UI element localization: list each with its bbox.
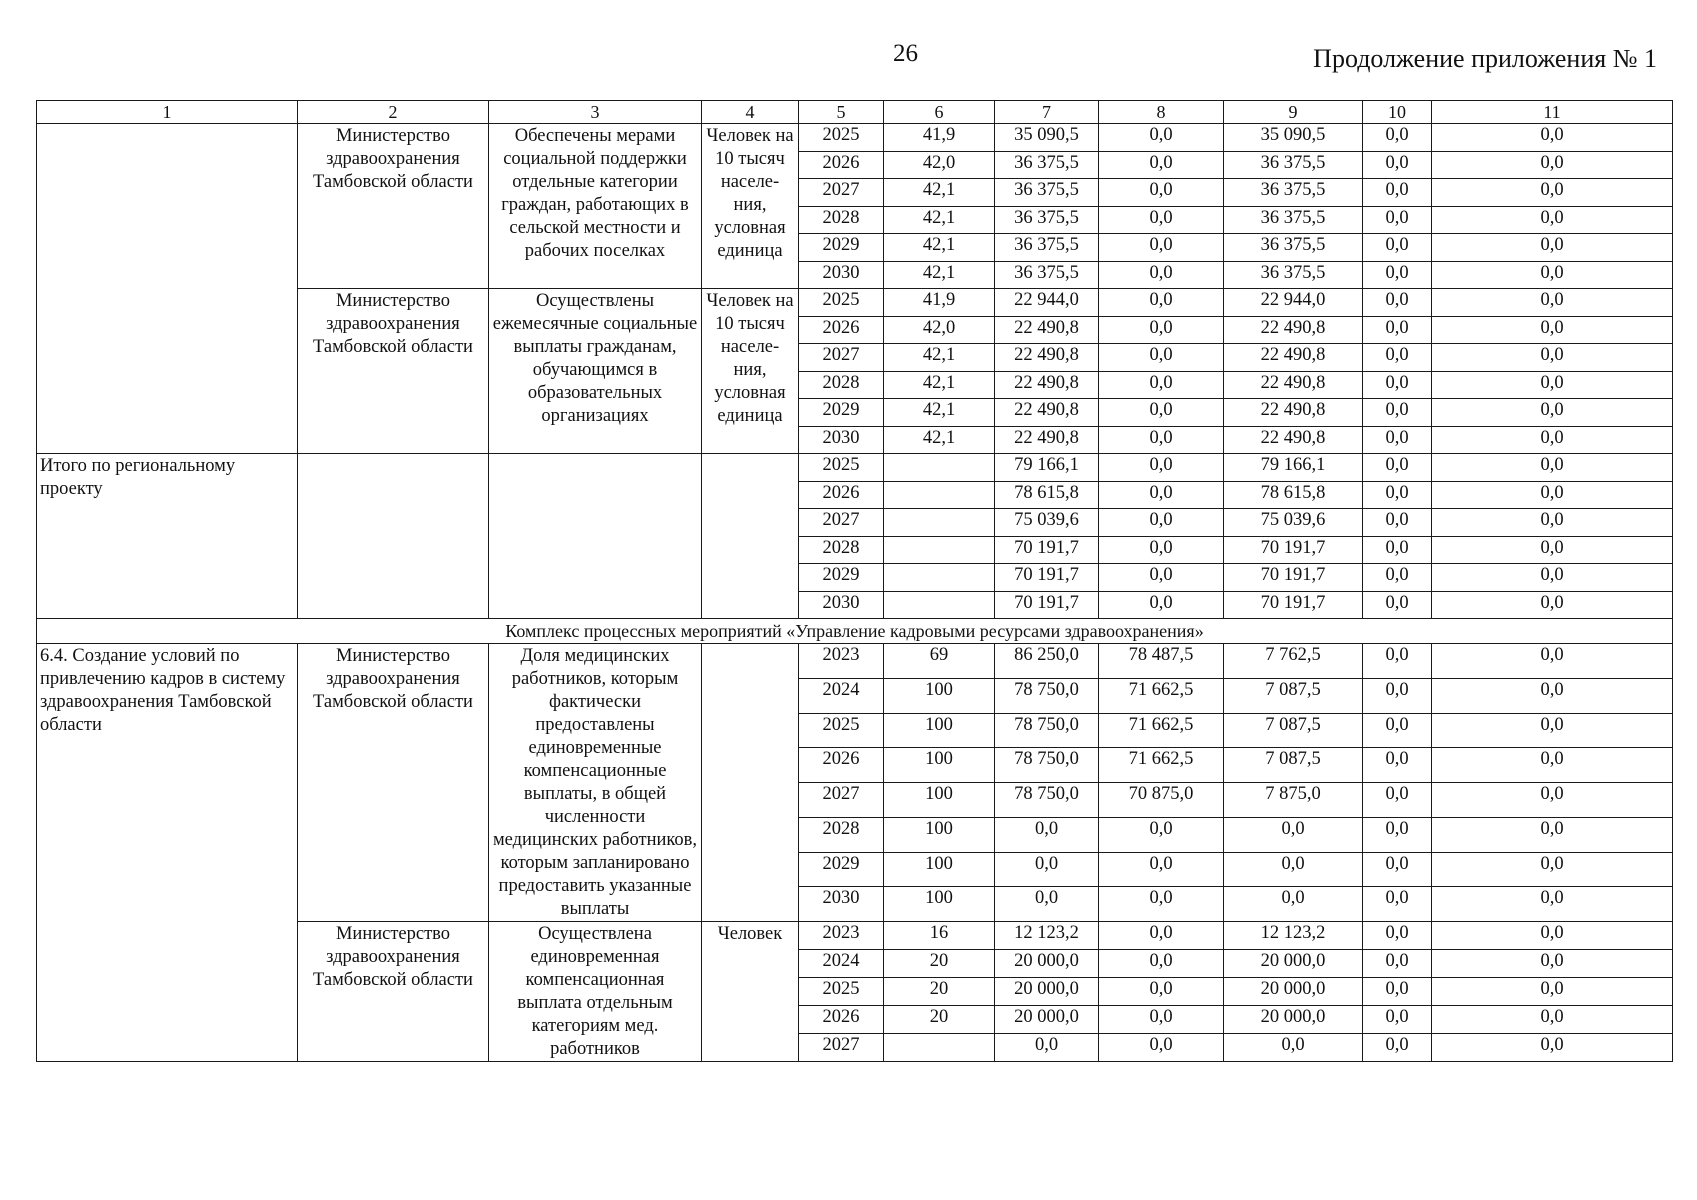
value-cell-5: 2025 [799, 713, 884, 748]
value-cell-10: 0,0 [1363, 678, 1432, 713]
value-cell-5: 2026 [799, 481, 884, 509]
value-cell-6: 42,1 [884, 344, 995, 372]
value-cell-9: 36 375,5 [1224, 206, 1363, 234]
value-cell-5: 2028 [799, 206, 884, 234]
value-cell-11: 0,0 [1432, 234, 1673, 262]
value-cell-8: 70 875,0 [1099, 783, 1224, 818]
value-cell-7: 86 250,0 [995, 644, 1099, 679]
value-cell-10: 0,0 [1363, 261, 1432, 289]
value-cell-10: 0,0 [1363, 748, 1432, 783]
row-label-cell [37, 124, 298, 454]
value-cell-10: 0,0 [1363, 591, 1432, 619]
value-cell-8: 0,0 [1099, 950, 1224, 978]
value-cell-10: 0,0 [1363, 481, 1432, 509]
value-cell-8: 71 662,5 [1099, 678, 1224, 713]
responsible-cell: Министерство здравоохранения Тамбовской области [298, 644, 489, 922]
value-cell-5: 2027 [799, 179, 884, 207]
value-cell-7: 36 375,5 [995, 206, 1099, 234]
value-cell-11: 0,0 [1432, 454, 1673, 482]
value-cell-5: 2024 [799, 678, 884, 713]
value-cell-10: 0,0 [1363, 124, 1432, 152]
value-cell-11: 0,0 [1432, 852, 1673, 887]
budget-table [36, 100, 1673, 1062]
value-cell-11: 0,0 [1432, 1006, 1673, 1034]
value-cell-8: 71 662,5 [1099, 748, 1224, 783]
value-cell-7: 78 750,0 [995, 713, 1099, 748]
value-cell-5: 2024 [799, 950, 884, 978]
value-cell-8: 71 662,5 [1099, 713, 1224, 748]
unit-cell: Человек на 10 тысяч населе-ния, условная единица [702, 289, 799, 454]
value-cell-5: 2028 [799, 536, 884, 564]
value-cell-6: 100 [884, 852, 995, 887]
value-cell-6: 100 [884, 817, 995, 852]
value-cell-8: 0,0 [1099, 1034, 1224, 1062]
value-cell-7: 70 191,7 [995, 564, 1099, 592]
value-cell-8: 0,0 [1099, 426, 1224, 454]
value-cell-7: 22 490,8 [995, 316, 1099, 344]
value-cell-7: 78 750,0 [995, 748, 1099, 783]
value-cell-7: 22 490,8 [995, 371, 1099, 399]
value-cell-11: 0,0 [1432, 678, 1673, 713]
unit-cell: Человек [702, 922, 799, 1062]
value-cell-10: 0,0 [1363, 713, 1432, 748]
column-header-2: 2 [298, 101, 489, 124]
value-cell-5: 2025 [799, 124, 884, 152]
value-cell-11: 0,0 [1432, 1034, 1673, 1062]
value-cell-11: 0,0 [1432, 151, 1673, 179]
value-cell-7: 78 750,0 [995, 783, 1099, 818]
value-cell-9: 22 490,8 [1224, 316, 1363, 344]
value-cell-10: 0,0 [1363, 978, 1432, 1006]
responsible-cell: Министерство здравоохранения Тамбовской области [298, 922, 489, 1062]
value-cell-5: 2027 [799, 1034, 884, 1062]
value-cell-8: 0,0 [1099, 151, 1224, 179]
value-cell-8: 0,0 [1099, 887, 1224, 922]
value-cell-7: 22 490,8 [995, 344, 1099, 372]
column-header-6: 6 [884, 101, 995, 124]
table-row [37, 644, 1673, 679]
indicator-cell [489, 454, 702, 619]
value-cell-6: 100 [884, 713, 995, 748]
value-cell-7: 70 191,7 [995, 536, 1099, 564]
value-cell-5: 2027 [799, 344, 884, 372]
indicator-cell: Доля медицинских работников, которым фактически предоставлены единовременные компенсационные выплаты, в общей численности медицинских работников, которым запланировано предоставить указанные выплаты [489, 644, 702, 922]
value-cell-11: 0,0 [1432, 179, 1673, 207]
value-cell-5: 2030 [799, 261, 884, 289]
value-cell-7: 75 039,6 [995, 509, 1099, 537]
indicator-cell: Осуществлена единовременная компенсационная выплата отдельным категориям мед. работников [489, 922, 702, 1062]
responsible-cell [298, 454, 489, 619]
value-cell-6: 20 [884, 978, 995, 1006]
value-cell-6: 16 [884, 922, 995, 950]
value-cell-9: 70 191,7 [1224, 591, 1363, 619]
value-cell-7: 78 615,8 [995, 481, 1099, 509]
value-cell-6: 100 [884, 678, 995, 713]
value-cell-6: 42,1 [884, 371, 995, 399]
value-cell-10: 0,0 [1363, 289, 1432, 317]
value-cell-10: 0,0 [1363, 783, 1432, 818]
value-cell-8: 0,0 [1099, 371, 1224, 399]
value-cell-11: 0,0 [1432, 509, 1673, 537]
value-cell-11: 0,0 [1432, 564, 1673, 592]
indicator-cell: Обеспечены мерами социальной поддержки отдельные категории граждан, работающих в сельской местности и рабочих поселках [489, 124, 702, 289]
value-cell-9: 7 762,5 [1224, 644, 1363, 679]
indicator-cell: Осуществлены ежемесячные социальные выплаты гражданам, обучающимся в образовательных организациях [489, 289, 702, 454]
value-cell-11: 0,0 [1432, 978, 1673, 1006]
value-cell-7: 78 750,0 [995, 678, 1099, 713]
value-cell-10: 0,0 [1363, 179, 1432, 207]
value-cell-10: 0,0 [1363, 344, 1432, 372]
value-cell-9: 0,0 [1224, 852, 1363, 887]
value-cell-11: 0,0 [1432, 124, 1673, 152]
value-cell-9: 22 490,8 [1224, 344, 1363, 372]
value-cell-6 [884, 564, 995, 592]
value-cell-8: 0,0 [1099, 922, 1224, 950]
value-cell-10: 0,0 [1363, 950, 1432, 978]
value-cell-8: 0,0 [1099, 817, 1224, 852]
value-cell-8: 0,0 [1099, 852, 1224, 887]
value-cell-11: 0,0 [1432, 261, 1673, 289]
value-cell-9: 36 375,5 [1224, 261, 1363, 289]
value-cell-7: 20 000,0 [995, 978, 1099, 1006]
table-row [37, 124, 1673, 152]
value-cell-11: 0,0 [1432, 950, 1673, 978]
value-cell-8: 0,0 [1099, 206, 1224, 234]
value-cell-10: 0,0 [1363, 1034, 1432, 1062]
value-cell-6: 42,1 [884, 399, 995, 427]
value-cell-5: 2026 [799, 1006, 884, 1034]
value-cell-6 [884, 454, 995, 482]
row-label-cell: Итого по региональному проекту [37, 454, 298, 619]
value-cell-10: 0,0 [1363, 817, 1432, 852]
value-cell-9: 22 490,8 [1224, 371, 1363, 399]
value-cell-9: 35 090,5 [1224, 124, 1363, 152]
value-cell-11: 0,0 [1432, 644, 1673, 679]
value-cell-10: 0,0 [1363, 1006, 1432, 1034]
value-cell-5: 2028 [799, 371, 884, 399]
value-cell-10: 0,0 [1363, 371, 1432, 399]
value-cell-6: 42,1 [884, 261, 995, 289]
value-cell-11: 0,0 [1432, 344, 1673, 372]
value-cell-9: 20 000,0 [1224, 950, 1363, 978]
value-cell-11: 0,0 [1432, 426, 1673, 454]
value-cell-7: 22 490,8 [995, 399, 1099, 427]
value-cell-8: 0,0 [1099, 344, 1224, 372]
value-cell-10: 0,0 [1363, 509, 1432, 537]
value-cell-8: 0,0 [1099, 536, 1224, 564]
section-title: Комплекс процессных мероприятий «Управление кадровыми ресурсами здравоохранения» [37, 619, 1673, 644]
column-header-7: 7 [995, 101, 1099, 124]
value-cell-5: 2025 [799, 289, 884, 317]
value-cell-6: 42,0 [884, 151, 995, 179]
value-cell-9: 22 490,8 [1224, 426, 1363, 454]
value-cell-7: 36 375,5 [995, 261, 1099, 289]
value-cell-6: 100 [884, 748, 995, 783]
value-cell-7: 0,0 [995, 1034, 1099, 1062]
value-cell-11: 0,0 [1432, 206, 1673, 234]
value-cell-7: 0,0 [995, 852, 1099, 887]
value-cell-8: 0,0 [1099, 591, 1224, 619]
value-cell-6: 42,1 [884, 426, 995, 454]
value-cell-11: 0,0 [1432, 289, 1673, 317]
value-cell-7: 20 000,0 [995, 950, 1099, 978]
value-cell-5: 2030 [799, 887, 884, 922]
value-cell-8: 0,0 [1099, 399, 1224, 427]
value-cell-10: 0,0 [1363, 887, 1432, 922]
value-cell-9: 36 375,5 [1224, 234, 1363, 262]
value-cell-8: 0,0 [1099, 978, 1224, 1006]
value-cell-7: 36 375,5 [995, 179, 1099, 207]
value-cell-5: 2026 [799, 151, 884, 179]
value-cell-9: 7 875,0 [1224, 783, 1363, 818]
value-cell-7: 70 191,7 [995, 591, 1099, 619]
value-cell-9: 20 000,0 [1224, 1006, 1363, 1034]
column-header-11: 11 [1432, 101, 1673, 124]
value-cell-9: 20 000,0 [1224, 978, 1363, 1006]
value-cell-9: 79 166,1 [1224, 454, 1363, 482]
value-cell-5: 2025 [799, 454, 884, 482]
value-cell-7: 22 490,8 [995, 426, 1099, 454]
value-cell-7: 0,0 [995, 887, 1099, 922]
value-cell-7: 20 000,0 [995, 1006, 1099, 1034]
row-label-cell: 6.4. Создание условий по привлечению кадров в систему здравоохранения Тамбовской области [37, 644, 298, 1062]
value-cell-9: 0,0 [1224, 817, 1363, 852]
value-cell-8: 0,0 [1099, 124, 1224, 152]
value-cell-5: 2028 [799, 817, 884, 852]
value-cell-11: 0,0 [1432, 399, 1673, 427]
value-cell-11: 0,0 [1432, 783, 1673, 818]
column-header-4: 4 [702, 101, 799, 124]
column-header-5: 5 [799, 101, 884, 124]
value-cell-6 [884, 536, 995, 564]
value-cell-10: 0,0 [1363, 644, 1432, 679]
value-cell-11: 0,0 [1432, 887, 1673, 922]
value-cell-5: 2030 [799, 426, 884, 454]
value-cell-5: 2029 [799, 234, 884, 262]
column-header-3: 3 [489, 101, 702, 124]
unit-cell [702, 454, 799, 619]
value-cell-8: 0,0 [1099, 179, 1224, 207]
column-header-1: 1 [37, 101, 298, 124]
value-cell-9: 7 087,5 [1224, 678, 1363, 713]
value-cell-10: 0,0 [1363, 454, 1432, 482]
value-cell-9: 36 375,5 [1224, 179, 1363, 207]
value-cell-8: 0,0 [1099, 261, 1224, 289]
value-cell-10: 0,0 [1363, 316, 1432, 344]
value-cell-5: 2027 [799, 783, 884, 818]
value-cell-5: 2027 [799, 509, 884, 537]
value-cell-9: 36 375,5 [1224, 151, 1363, 179]
value-cell-5: 2029 [799, 852, 884, 887]
value-cell-6: 20 [884, 950, 995, 978]
value-cell-10: 0,0 [1363, 564, 1432, 592]
value-cell-9: 22 944,0 [1224, 289, 1363, 317]
table-row [37, 454, 1673, 482]
value-cell-9: 12 123,2 [1224, 922, 1363, 950]
value-cell-6: 41,9 [884, 289, 995, 317]
column-header-8: 8 [1099, 101, 1224, 124]
value-cell-8: 78 487,5 [1099, 644, 1224, 679]
value-cell-10: 0,0 [1363, 536, 1432, 564]
value-cell-6: 42,1 [884, 234, 995, 262]
value-cell-9: 7 087,5 [1224, 713, 1363, 748]
value-cell-7: 36 375,5 [995, 151, 1099, 179]
value-cell-6: 42,1 [884, 206, 995, 234]
value-cell-9: 70 191,7 [1224, 536, 1363, 564]
value-cell-6 [884, 481, 995, 509]
value-cell-11: 0,0 [1432, 817, 1673, 852]
appendix-heading: Продолжение приложения № 1 [1313, 44, 1657, 73]
value-cell-5: 2023 [799, 644, 884, 679]
value-cell-6: 69 [884, 644, 995, 679]
value-cell-7: 0,0 [995, 817, 1099, 852]
value-cell-5: 2025 [799, 978, 884, 1006]
value-cell-8: 0,0 [1099, 316, 1224, 344]
value-cell-7: 22 944,0 [995, 289, 1099, 317]
value-cell-6: 100 [884, 887, 995, 922]
value-cell-8: 0,0 [1099, 234, 1224, 262]
value-cell-6: 100 [884, 783, 995, 818]
value-cell-5: 2026 [799, 316, 884, 344]
column-header-9: 9 [1224, 101, 1363, 124]
value-cell-11: 0,0 [1432, 713, 1673, 748]
value-cell-11: 0,0 [1432, 481, 1673, 509]
value-cell-11: 0,0 [1432, 316, 1673, 344]
value-cell-9: 0,0 [1224, 887, 1363, 922]
unit-cell [702, 644, 799, 922]
page-number: 26 [893, 40, 918, 67]
value-cell-7: 36 375,5 [995, 234, 1099, 262]
value-cell-9: 70 191,7 [1224, 564, 1363, 592]
value-cell-8: 0,0 [1099, 509, 1224, 537]
value-cell-5: 2030 [799, 591, 884, 619]
unit-cell: Человек на 10 тысяч населе-ния, условная единица [702, 124, 799, 289]
value-cell-6: 42,1 [884, 179, 995, 207]
column-header-row [37, 101, 1673, 124]
value-cell-5: 2029 [799, 564, 884, 592]
value-cell-6 [884, 509, 995, 537]
value-cell-10: 0,0 [1363, 426, 1432, 454]
value-cell-7: 79 166,1 [995, 454, 1099, 482]
value-cell-8: 0,0 [1099, 454, 1224, 482]
column-header-10: 10 [1363, 101, 1432, 124]
value-cell-11: 0,0 [1432, 591, 1673, 619]
value-cell-11: 0,0 [1432, 748, 1673, 783]
value-cell-8: 0,0 [1099, 481, 1224, 509]
responsible-cell: Министерство здравоохранения Тамбовской области [298, 124, 489, 289]
value-cell-10: 0,0 [1363, 399, 1432, 427]
section-row [37, 619, 1673, 644]
value-cell-11: 0,0 [1432, 371, 1673, 399]
value-cell-11: 0,0 [1432, 536, 1673, 564]
value-cell-8: 0,0 [1099, 289, 1224, 317]
value-cell-7: 35 090,5 [995, 124, 1099, 152]
value-cell-10: 0,0 [1363, 234, 1432, 262]
value-cell-5: 2023 [799, 922, 884, 950]
value-cell-10: 0,0 [1363, 206, 1432, 234]
value-cell-10: 0,0 [1363, 151, 1432, 179]
value-cell-9: 0,0 [1224, 1034, 1363, 1062]
value-cell-6 [884, 1034, 995, 1062]
value-cell-9: 22 490,8 [1224, 399, 1363, 427]
value-cell-10: 0,0 [1363, 922, 1432, 950]
value-cell-6: 41,9 [884, 124, 995, 152]
value-cell-5: 2029 [799, 399, 884, 427]
value-cell-9: 78 615,8 [1224, 481, 1363, 509]
value-cell-9: 7 087,5 [1224, 748, 1363, 783]
value-cell-6 [884, 591, 995, 619]
responsible-cell: Министерство здравоохранения Тамбовской области [298, 289, 489, 454]
value-cell-8: 0,0 [1099, 1006, 1224, 1034]
value-cell-9: 75 039,6 [1224, 509, 1363, 537]
value-cell-6: 42,0 [884, 316, 995, 344]
value-cell-7: 12 123,2 [995, 922, 1099, 950]
value-cell-8: 0,0 [1099, 564, 1224, 592]
value-cell-10: 0,0 [1363, 852, 1432, 887]
value-cell-11: 0,0 [1432, 922, 1673, 950]
value-cell-6: 20 [884, 1006, 995, 1034]
value-cell-5: 2026 [799, 748, 884, 783]
